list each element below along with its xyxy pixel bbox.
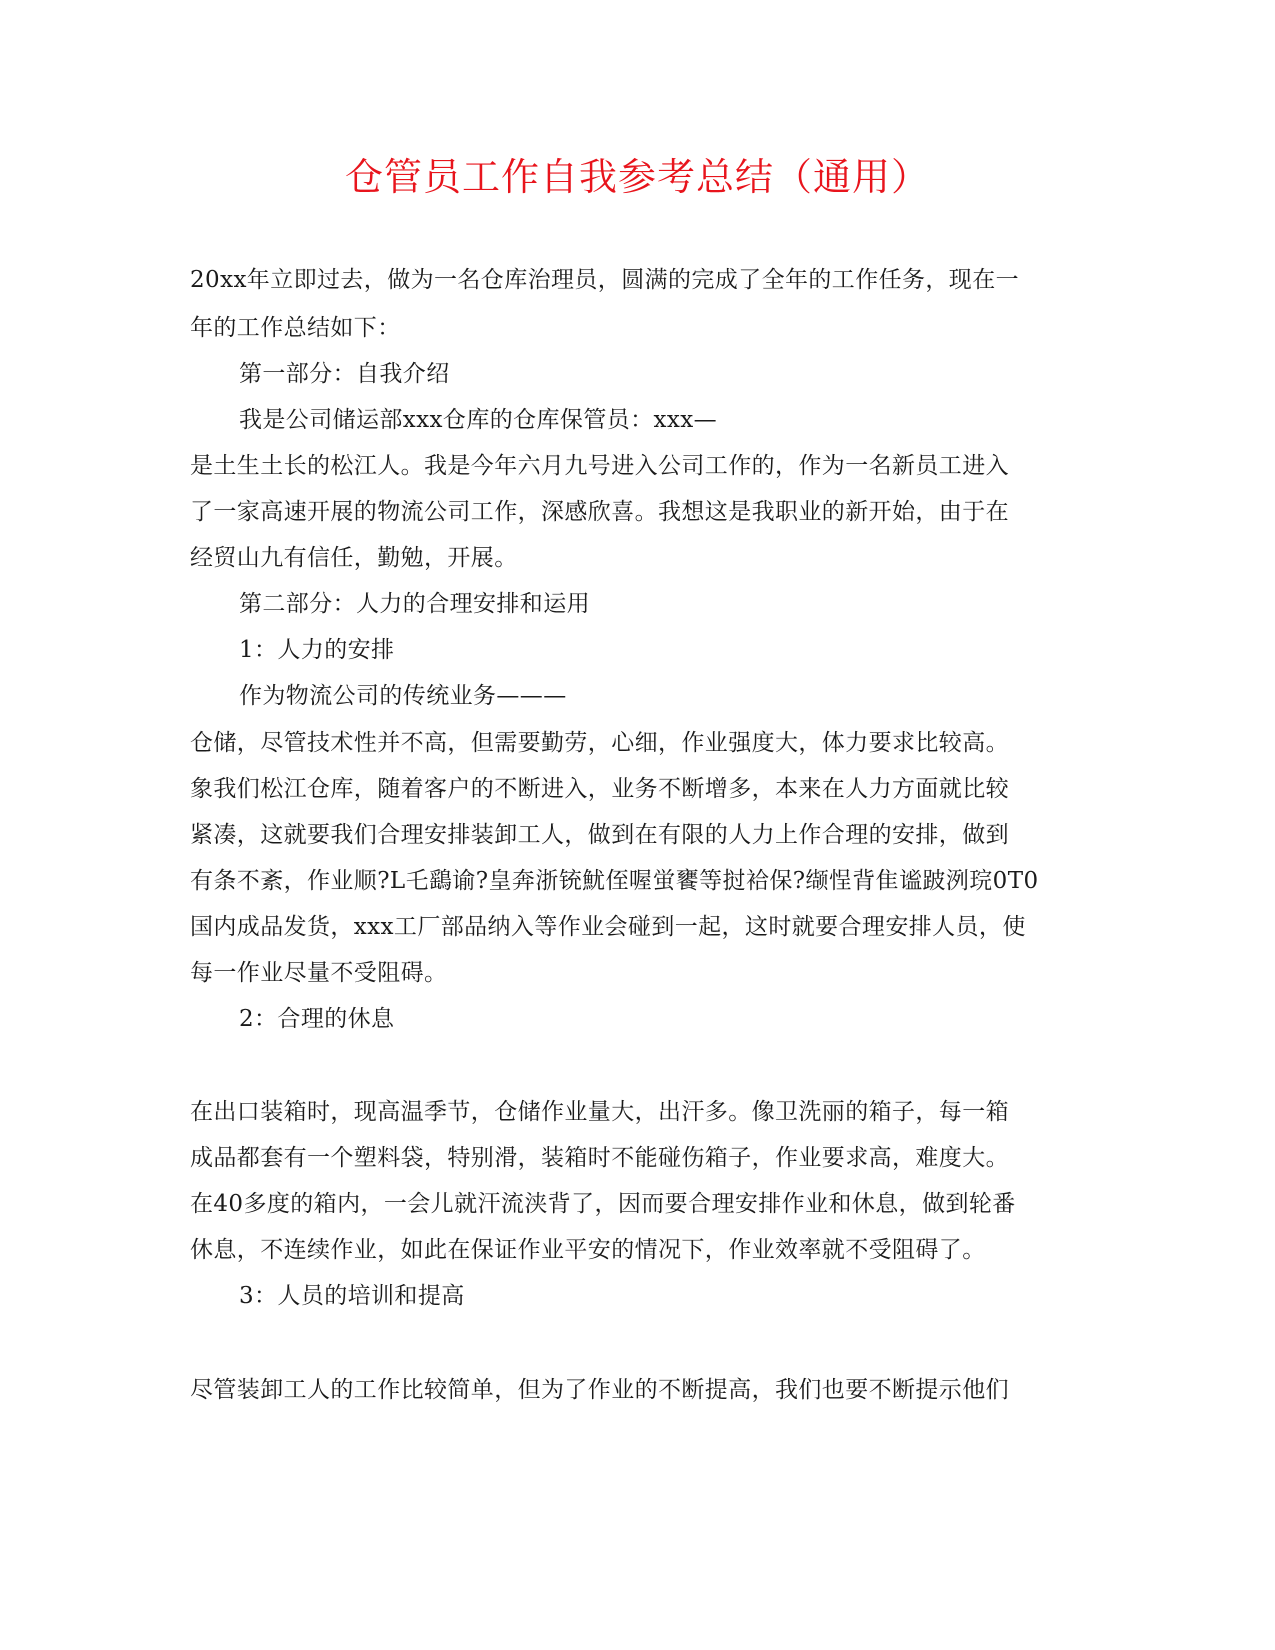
- body-line: 仓储，尽管技术性并不高，但需要勤劳，心细，作业强度大，体力要求比较高。: [190, 730, 1009, 756]
- body-line: 国内成品发货，xxx工厂部品纳入等作业会碰到一起，这时就要合理安排人员，使: [190, 914, 1026, 940]
- section-heading-2: 第二部分：人力的合理安排和运用: [239, 591, 590, 617]
- subheading-1: 1：人力的安排: [239, 637, 395, 663]
- body-line: 成品都套有一个塑料袋，特别滑，装箱时不能碰伤箱子，作业要求高，难度大。: [190, 1145, 1009, 1171]
- body-line: 了一家高速开展的物流公司工作，深感欣喜。我想这是我职业的新开始，由于在: [190, 499, 1009, 525]
- body-line: 尽管装卸工人的工作比较简单，但为了作业的不断提高，我们也要不断提示他们: [190, 1377, 1009, 1403]
- body-line: 经贸山九有信任，勤勉，开展。: [190, 545, 518, 571]
- body-line: 在出口装箱时，现高温季节，仓储作业量大，出汗多。像卫洗丽的箱子，每一箱: [190, 1099, 1009, 1125]
- body-line: 象我们松江仓库，随着客户的不断进入，业务不断增多，本来在人力方面就比较: [190, 776, 1009, 802]
- body-line: 休息，不连续作业，如此在保证作业平安的情况下，作业效率就不受阻碍了。: [190, 1237, 986, 1263]
- body-line: 紧凑，这就要我们合理安排装卸工人，做到在有限的人力上作合理的安排，做到: [190, 822, 1009, 848]
- body-line: 我是公司储运部xxx仓库的仓库保管员：xxx—: [239, 407, 718, 433]
- body-line: 作为物流公司的传统业务———: [239, 683, 567, 709]
- subheading-3: 3：人员的培训和提高: [239, 1283, 465, 1309]
- body-line: 20xx年立即过去，做为一名仓库治理员，圆满的完成了全年的工作任务，现在一: [190, 267, 1020, 293]
- body-line: 年的工作总结如下：: [190, 315, 401, 341]
- subheading-2: 2：合理的休息: [239, 1006, 395, 1032]
- body-line: 在40多度的箱内，一会儿就汗流浃背了，因而要合理安排作业和休息，做到轮番: [190, 1191, 1016, 1217]
- document-title: 仓管员工作自我参考总结（通用）: [344, 155, 930, 199]
- section-heading-1: 第一部分：自我介绍: [239, 361, 450, 387]
- body-line: 每一作业尽量不受阻碍。: [190, 960, 448, 986]
- body-line: 有条不紊，作业顺?L乇鷂谕?皇奔浙铳魷侄喔蛍饔等挝袷保?缬悜背隹谧跛洌琓0T0: [190, 868, 1039, 894]
- body-line: 是土生土长的松江人。我是今年六月九号进入公司工作的，作为一名新员工进入: [190, 453, 1009, 479]
